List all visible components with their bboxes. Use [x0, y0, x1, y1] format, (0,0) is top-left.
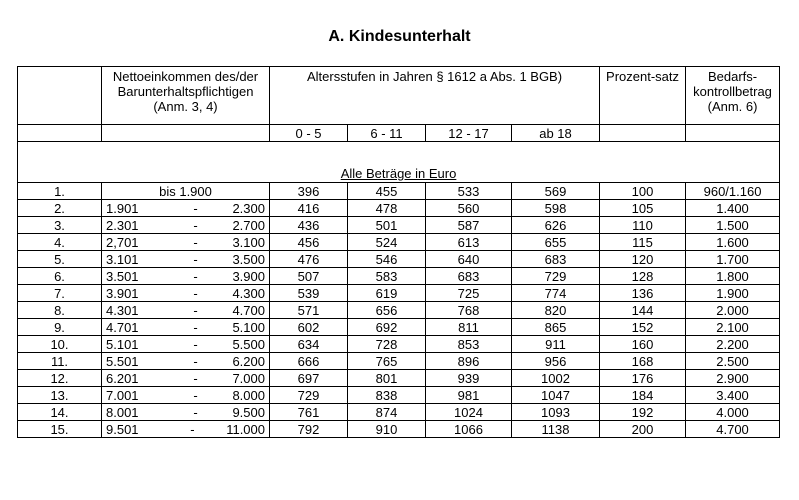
amount-age-18-plus: 1047 — [512, 387, 600, 404]
table-row — [18, 268, 780, 285]
income-range — [102, 302, 270, 319]
income-range — [102, 353, 270, 370]
income-from: 4.701 — [106, 319, 139, 335]
amount-age-12-17: 1024 — [426, 404, 512, 421]
income-range-wrap — [102, 235, 269, 250]
range-dash: - — [193, 319, 198, 335]
income-from: 7.001 — [106, 387, 139, 403]
amount-age-0-5: 666 — [270, 353, 348, 370]
income-from: 9.501 — [106, 421, 139, 437]
amount-age-12-17: 587 — [426, 217, 512, 234]
table-row — [18, 251, 780, 268]
header-income: Nettoeinkommen des/der Barunterhaltspflichtigen (Anm. 3, 4) — [102, 67, 270, 125]
income-range-wrap — [102, 286, 269, 301]
income-range-wrap — [102, 320, 269, 335]
range-dash: - — [193, 251, 198, 267]
percent-rate: 176 — [600, 370, 686, 387]
table-row — [18, 200, 780, 217]
table-row — [18, 404, 780, 421]
row-number: 9. — [18, 319, 102, 336]
income-from: 2.301 — [106, 217, 139, 233]
percent-rate: 144 — [600, 302, 686, 319]
amount-age-18-plus: 911 — [512, 336, 600, 353]
amount-age-0-5: 456 — [270, 234, 348, 251]
table-row — [18, 319, 780, 336]
amount-age-18-plus: 956 — [512, 353, 600, 370]
range-dash: - — [193, 200, 198, 216]
income-to: 4.700 — [232, 302, 265, 318]
amount-age-6-11: 910 — [348, 421, 426, 438]
amount-age-12-17: 725 — [426, 285, 512, 302]
income-range — [102, 183, 270, 200]
income-to: 11.000 — [226, 421, 265, 437]
income-to: 5.100 — [232, 319, 265, 335]
amount-age-12-17: 939 — [426, 370, 512, 387]
range-dash: - — [193, 285, 198, 301]
amount-age-0-5: 416 — [270, 200, 348, 217]
income-from: 8.001 — [106, 404, 139, 420]
range-dash: - — [193, 370, 198, 386]
income-range — [102, 200, 270, 217]
age-group-0: 0 - 5 — [270, 125, 348, 142]
amount-age-6-11: 501 — [348, 217, 426, 234]
age-group-2: 12 - 17 — [426, 125, 512, 142]
unit-note-cell — [18, 142, 780, 183]
table-row — [18, 285, 780, 302]
income-range-wrap — [102, 337, 269, 352]
amount-age-12-17: 613 — [426, 234, 512, 251]
table-row — [18, 217, 780, 234]
amount-age-12-17: 981 — [426, 387, 512, 404]
income-range-wrap — [102, 388, 269, 403]
income-range-wrap — [102, 252, 269, 267]
income-to: 6.200 — [232, 353, 265, 369]
amount-age-0-5: 634 — [270, 336, 348, 353]
amount-age-18-plus: 655 — [512, 234, 600, 251]
income-to: 9.500 — [232, 404, 265, 420]
control-amount: 3.400 — [686, 387, 780, 404]
amount-age-12-17: 560 — [426, 200, 512, 217]
row-number: 11. — [18, 353, 102, 370]
income-range — [102, 421, 270, 438]
income-single: bis 1.900 — [159, 183, 212, 199]
percent-rate: 200 — [600, 421, 686, 438]
range-dash: - — [193, 387, 198, 403]
table-row — [18, 387, 780, 404]
control-amount: 1.400 — [686, 200, 780, 217]
amount-age-6-11: 619 — [348, 285, 426, 302]
control-amount: 4.700 — [686, 421, 780, 438]
amount-age-0-5: 476 — [270, 251, 348, 268]
control-amount: 2.900 — [686, 370, 780, 387]
amount-age-12-17: 853 — [426, 336, 512, 353]
amount-age-12-17: 768 — [426, 302, 512, 319]
row-number: 15. — [18, 421, 102, 438]
amount-age-6-11: 656 — [348, 302, 426, 319]
row-number: 8. — [18, 302, 102, 319]
header-age-groups: Altersstufen in Jahren § 1612 a Abs. 1 BGB) — [270, 67, 600, 125]
income-range — [102, 251, 270, 268]
control-amount: 2.000 — [686, 302, 780, 319]
unit-note-row — [18, 142, 780, 183]
subheader-empty — [600, 125, 686, 142]
income-range — [102, 387, 270, 404]
amount-age-12-17: 896 — [426, 353, 512, 370]
range-dash: - — [190, 421, 195, 437]
income-range — [102, 217, 270, 234]
table-row — [18, 336, 780, 353]
income-to: 3.500 — [232, 251, 265, 267]
amount-age-0-5: 761 — [270, 404, 348, 421]
percent-rate: 128 — [600, 268, 686, 285]
page-title: A. Kindesunterhalt — [328, 28, 471, 45]
income-to: 4.300 — [232, 285, 265, 301]
amount-age-18-plus: 729 — [512, 268, 600, 285]
income-range — [102, 268, 270, 285]
control-amount: 1.700 — [686, 251, 780, 268]
amount-age-12-17: 811 — [426, 319, 512, 336]
amount-age-12-17: 1066 — [426, 421, 512, 438]
amount-age-0-5: 729 — [270, 387, 348, 404]
income-range — [102, 285, 270, 302]
header-row — [18, 67, 780, 125]
income-from: 3.901 — [106, 285, 139, 301]
control-amount: 1.600 — [686, 234, 780, 251]
header-control-amount: Bedarfs-kontrollbetrag (Anm. 6) — [686, 67, 780, 125]
table-row — [18, 353, 780, 370]
income-from: 3.101 — [106, 251, 139, 267]
amount-age-0-5: 507 — [270, 268, 348, 285]
amount-age-12-17: 640 — [426, 251, 512, 268]
range-dash: - — [193, 234, 198, 250]
table-row — [18, 302, 780, 319]
amount-age-12-17: 683 — [426, 268, 512, 285]
maintenance-table — [17, 66, 780, 438]
header-percent: Prozent-satz — [600, 67, 686, 125]
income-to: 3.100 — [232, 234, 265, 250]
amount-age-0-5: 697 — [270, 370, 348, 387]
income-from: 1.901 — [106, 200, 139, 216]
income-range — [102, 234, 270, 251]
amount-age-18-plus: 683 — [512, 251, 600, 268]
table-row — [18, 370, 780, 387]
table-row — [18, 234, 780, 251]
control-amount: 960/1.160 — [686, 183, 780, 200]
control-amount: 1.500 — [686, 217, 780, 234]
amount-age-0-5: 539 — [270, 285, 348, 302]
income-range-wrap — [102, 354, 269, 369]
amount-age-18-plus: 569 — [512, 183, 600, 200]
row-number: 4. — [18, 234, 102, 251]
range-dash: - — [193, 268, 198, 284]
control-amount: 2.200 — [686, 336, 780, 353]
amount-age-0-5: 571 — [270, 302, 348, 319]
income-from: 2,701 — [106, 234, 139, 250]
percent-rate: 160 — [600, 336, 686, 353]
income-range — [102, 319, 270, 336]
row-number: 6. — [18, 268, 102, 285]
row-number: 3. — [18, 217, 102, 234]
control-amount: 2.100 — [686, 319, 780, 336]
subheader-empty — [686, 125, 780, 142]
row-number: 5. — [18, 251, 102, 268]
income-range-wrap — [102, 303, 269, 318]
control-amount: 2.500 — [686, 353, 780, 370]
table-row — [18, 183, 780, 200]
control-amount: 1.800 — [686, 268, 780, 285]
income-to: 5.500 — [232, 336, 265, 352]
amount-age-18-plus: 598 — [512, 200, 600, 217]
amount-age-6-11: 838 — [348, 387, 426, 404]
row-number: 14. — [18, 404, 102, 421]
percent-rate: 192 — [600, 404, 686, 421]
income-range-wrap — [102, 269, 269, 284]
amount-age-0-5: 396 — [270, 183, 348, 200]
income-range-wrap — [102, 201, 269, 216]
amount-age-6-11: 583 — [348, 268, 426, 285]
range-dash: - — [193, 336, 198, 352]
income-from: 3.501 — [106, 268, 139, 284]
unit-note: Alle Beträge in Euro — [340, 166, 457, 181]
amount-age-6-11: 801 — [348, 370, 426, 387]
percent-rate: 168 — [600, 353, 686, 370]
income-from: 6.201 — [106, 370, 139, 386]
income-to: 7.000 — [232, 370, 265, 386]
amount-age-6-11: 728 — [348, 336, 426, 353]
amount-age-6-11: 524 — [348, 234, 426, 251]
amount-age-18-plus: 774 — [512, 285, 600, 302]
age-subheader-row — [18, 125, 780, 142]
income-to: 3.900 — [232, 268, 265, 284]
amount-age-6-11: 874 — [348, 404, 426, 421]
income-to: 8.000 — [232, 387, 265, 403]
row-number: 7. — [18, 285, 102, 302]
amount-age-6-11: 765 — [348, 353, 426, 370]
percent-rate: 136 — [600, 285, 686, 302]
amount-age-0-5: 436 — [270, 217, 348, 234]
age-group-3: ab 18 — [512, 125, 600, 142]
table-row — [18, 421, 780, 438]
control-amount: 4.000 — [686, 404, 780, 421]
income-to: 2.300 — [232, 200, 265, 216]
income-range — [102, 404, 270, 421]
amount-age-6-11: 455 — [348, 183, 426, 200]
amount-age-18-plus: 820 — [512, 302, 600, 319]
income-from: 5.501 — [106, 353, 139, 369]
percent-rate: 100 — [600, 183, 686, 200]
income-range-wrap — [102, 405, 269, 420]
income-to: 2.700 — [232, 217, 265, 233]
age-group-1: 6 - 11 — [348, 125, 426, 142]
amount-age-18-plus: 1093 — [512, 404, 600, 421]
amount-age-0-5: 792 — [270, 421, 348, 438]
amount-age-6-11: 692 — [348, 319, 426, 336]
amount-age-18-plus: 626 — [512, 217, 600, 234]
row-number: 10. — [18, 336, 102, 353]
range-dash: - — [193, 302, 198, 318]
income-range — [102, 370, 270, 387]
percent-rate: 110 — [600, 217, 686, 234]
row-number: 1. — [18, 183, 102, 200]
percent-rate: 184 — [600, 387, 686, 404]
row-number: 2. — [18, 200, 102, 217]
income-range — [102, 336, 270, 353]
control-amount: 1.900 — [686, 285, 780, 302]
subheader-empty — [102, 125, 270, 142]
percent-rate: 115 — [600, 234, 686, 251]
subheader-empty — [18, 125, 102, 142]
range-dash: - — [193, 217, 198, 233]
range-dash: - — [193, 404, 198, 420]
range-dash: - — [193, 353, 198, 369]
income-range-wrap — [102, 218, 269, 233]
income-from: 4.301 — [106, 302, 139, 318]
amount-age-18-plus: 865 — [512, 319, 600, 336]
percent-rate: 105 — [600, 200, 686, 217]
percent-rate: 120 — [600, 251, 686, 268]
percent-rate: 152 — [600, 319, 686, 336]
income-from: 5.101 — [106, 336, 139, 352]
amount-age-18-plus: 1002 — [512, 370, 600, 387]
amount-age-18-plus: 1138 — [512, 421, 600, 438]
amount-age-0-5: 602 — [270, 319, 348, 336]
amount-age-6-11: 546 — [348, 251, 426, 268]
income-range-wrap — [102, 422, 269, 437]
income-range-wrap — [102, 371, 269, 386]
row-number: 13. — [18, 387, 102, 404]
amount-age-6-11: 478 — [348, 200, 426, 217]
header-nr-cell — [18, 67, 102, 125]
amount-age-12-17: 533 — [426, 183, 512, 200]
row-number: 12. — [18, 370, 102, 387]
